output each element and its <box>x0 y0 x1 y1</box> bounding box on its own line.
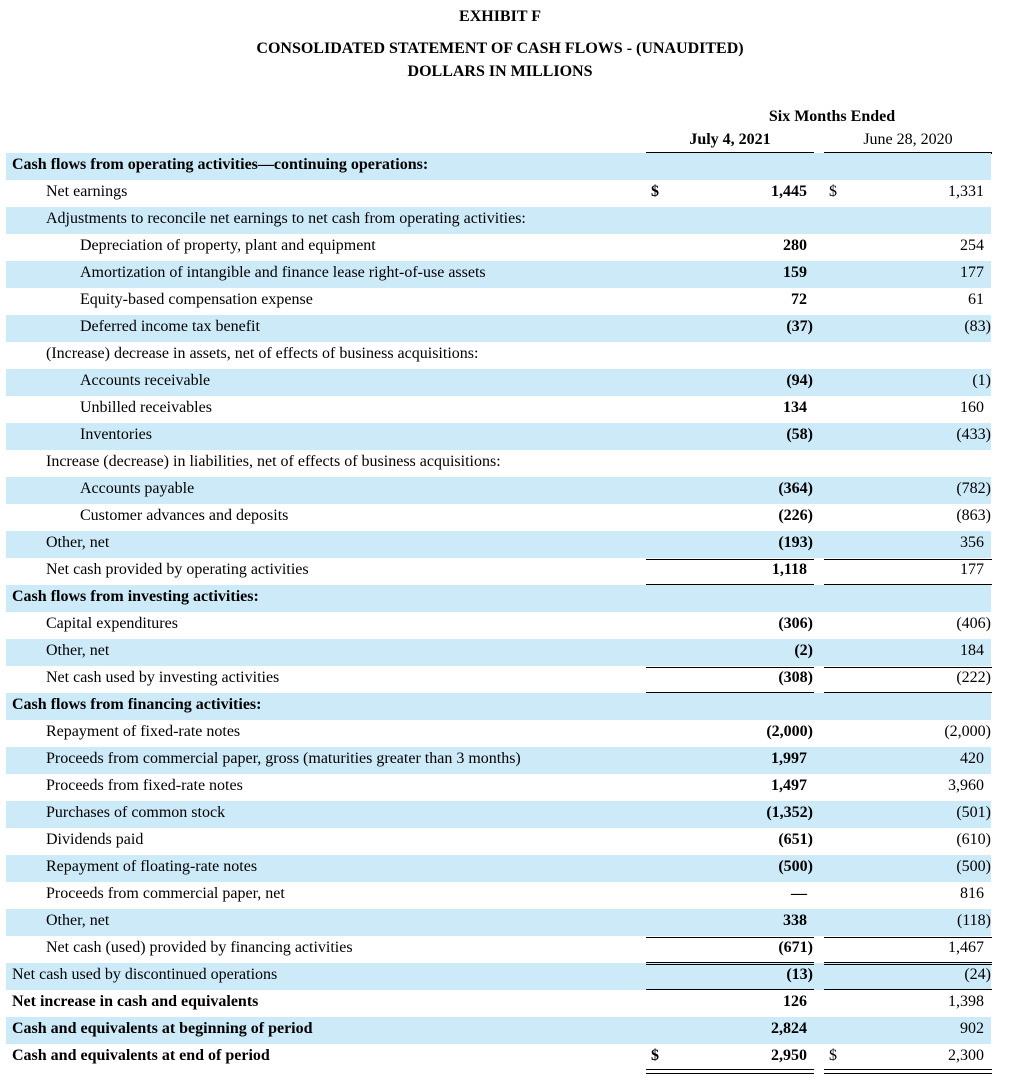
value-2021: (306) <box>778 615 813 632</box>
value-2020: 254 <box>960 237 984 254</box>
table-row <box>6 639 991 666</box>
row-label: Net earnings <box>46 183 128 200</box>
row-label: Net cash used by investing activities <box>46 669 280 686</box>
value-2020: 3,960 <box>948 777 984 794</box>
row-label: Customer advances and deposits <box>80 507 289 524</box>
value-2021: (13) <box>786 966 813 983</box>
value-2021: (671) <box>778 939 813 956</box>
table-row <box>6 504 991 531</box>
value-2021: 134 <box>783 399 807 416</box>
row-label: Cash and equivalents at beginning of period <box>12 1020 313 1037</box>
table-row <box>6 909 991 936</box>
table-row <box>6 882 991 909</box>
value-2021: 338 <box>783 912 807 929</box>
value-2020: 1,331 <box>948 183 984 200</box>
row-label: Accounts receivable <box>80 372 211 389</box>
value-2020: (2,000) <box>944 723 991 740</box>
period-header: Six Months Ended <box>768 108 896 125</box>
table-row <box>6 396 991 423</box>
table-row <box>6 963 991 990</box>
value-2021: (364) <box>778 480 813 497</box>
value-2020: (222) <box>956 669 991 686</box>
row-label: Adjustments to reconcile net earnings to net cash from operating activities: <box>46 210 526 227</box>
row-label: Net cash used by discontinued operations <box>12 966 278 983</box>
value-2020: 177 <box>960 264 984 281</box>
exhibit-label: EXHIBIT F <box>459 8 541 25</box>
value-2021: (1,352) <box>766 804 813 821</box>
table-row <box>6 369 991 396</box>
table-row <box>6 1017 991 1044</box>
value-2021: (193) <box>778 534 813 551</box>
row-label: Purchases of common stock <box>46 804 226 821</box>
table-row <box>6 612 991 639</box>
row-label: Capital expenditures <box>46 615 178 632</box>
table-row <box>6 774 991 801</box>
table-row <box>6 720 991 747</box>
column-header-2020: June 28, 2020 <box>863 131 953 148</box>
subtotal-rule-2020 <box>824 559 992 560</box>
row-label: Amortization of intangible and finance lease right-of-use assets <box>80 264 486 281</box>
value-2021: 1,118 <box>771 561 807 578</box>
statement-title: CONSOLIDATED STATEMENT OF CASH FLOWS - (UNAUDITED) <box>256 40 744 57</box>
value-2020: (610) <box>956 831 991 848</box>
row-label: Dividends paid <box>46 831 144 848</box>
table-row <box>6 315 991 342</box>
units-label: DOLLARS IN MILLIONS <box>407 63 593 80</box>
value-2020: 61 <box>968 291 984 308</box>
value-2021: 159 <box>783 264 807 281</box>
row-label: Depreciation of property, plant and equipment <box>80 237 376 254</box>
value-2021: 1,997 <box>771 750 807 767</box>
value-2021: (651) <box>778 831 813 848</box>
value-2020: (1) <box>972 372 991 389</box>
row-label: Inventories <box>80 426 152 443</box>
table-row <box>6 477 991 504</box>
row-label: Cash flows from operating activities—continuing operations: <box>12 156 429 173</box>
subtotal-rule-2020 <box>824 937 992 938</box>
value-2020: 902 <box>960 1020 984 1037</box>
value-2020: (24) <box>964 966 991 983</box>
table-row <box>6 801 991 828</box>
value-2021: (226) <box>778 507 813 524</box>
row-label: (Increase) decrease in assets, net of effects of business acquisitions: <box>46 345 479 362</box>
table-row <box>6 153 991 180</box>
subtotal-rule-2021 <box>646 964 814 965</box>
value-2021: (94) <box>786 372 813 389</box>
grand-total-double-rule-2020 <box>824 1069 992 1074</box>
row-label: Cash flows from financing activities: <box>12 696 262 713</box>
value-2020: (501) <box>956 804 991 821</box>
row-label: Increase (decrease) in liabilities, net of effects of business acquisitions: <box>46 453 501 470</box>
table-row <box>6 693 991 720</box>
value-2021: (500) <box>778 858 813 875</box>
value-2021: — <box>791 885 807 902</box>
value-2020: (782) <box>956 480 991 497</box>
row-label: Net cash provided by operating activities <box>46 561 309 578</box>
row-label: Proceeds from commercial paper, net <box>46 885 285 902</box>
row-label: Cash flows from investing activities: <box>12 588 259 605</box>
row-label: Other, net <box>46 534 110 551</box>
table-row <box>6 450 991 477</box>
row-label: Other, net <box>46 642 110 659</box>
row-label: Deferred income tax benefit <box>80 318 260 335</box>
currency-symbol-2020: $ <box>829 1047 837 1064</box>
value-2020: (118) <box>956 912 991 929</box>
column-header-2021: July 4, 2021 <box>689 131 771 148</box>
value-2021: (58) <box>786 426 813 443</box>
table-row <box>6 1044 991 1071</box>
table-row <box>6 531 991 558</box>
row-label: Net increase in cash and equivalents <box>12 993 259 1010</box>
subtotal-rule-2020 <box>824 667 992 668</box>
currency-symbol-2020: $ <box>829 183 837 200</box>
value-2021: 280 <box>783 237 807 254</box>
value-2020: 1,467 <box>948 939 984 956</box>
value-2021: (37) <box>786 318 813 335</box>
value-2021: 1,445 <box>771 183 807 200</box>
table-row <box>6 261 991 288</box>
row-label: Cash and equivalents at end of period <box>12 1047 270 1064</box>
value-2021: 72 <box>791 291 807 308</box>
value-2021: 126 <box>783 993 807 1010</box>
value-2020: 184 <box>960 642 984 659</box>
subtotal-rule-2021 <box>646 559 814 560</box>
subtotal-rule-2021 <box>646 667 814 668</box>
currency-symbol-2021: $ <box>651 1047 659 1064</box>
table-row <box>6 936 991 963</box>
value-2020: 420 <box>960 750 984 767</box>
value-2020: 816 <box>960 885 984 902</box>
table-row <box>6 288 991 315</box>
value-2020: (406) <box>956 615 991 632</box>
row-label: Equity-based compensation expense <box>80 291 313 308</box>
table-row <box>6 180 991 207</box>
row-label: Proceeds from fixed-rate notes <box>46 777 243 794</box>
value-2020: (500) <box>956 858 991 875</box>
value-2021: 1,497 <box>771 777 807 794</box>
row-label: Unbilled receivables <box>80 399 212 416</box>
table-row <box>6 666 991 693</box>
value-2021: (2) <box>794 642 813 659</box>
value-2020: 2,300 <box>948 1047 984 1064</box>
table-row <box>6 747 991 774</box>
table-row <box>6 585 991 612</box>
subtotal-rule-2021 <box>646 937 814 938</box>
grand-total-double-rule-2021 <box>646 1069 814 1074</box>
row-label: Other, net <box>46 912 110 929</box>
table-row <box>6 828 991 855</box>
table-row <box>6 558 991 585</box>
table-row <box>6 423 991 450</box>
value-2020: 356 <box>960 534 984 551</box>
value-2020: 177 <box>960 561 984 578</box>
value-2021: (308) <box>778 669 813 686</box>
row-label: Net cash (used) provided by financing activities <box>46 939 353 956</box>
table-row <box>6 855 991 882</box>
value-2021: 2,824 <box>771 1020 807 1037</box>
table-row <box>6 207 991 234</box>
value-2020: (83) <box>964 318 991 335</box>
row-label: Accounts payable <box>80 480 195 497</box>
value-2020: (433) <box>956 426 991 443</box>
row-label: Repayment of fixed-rate notes <box>46 723 241 740</box>
subtotal-rule-2020 <box>824 964 992 965</box>
value-2021: 2,950 <box>771 1047 807 1064</box>
value-2020: 160 <box>960 399 984 416</box>
table-row <box>6 234 991 261</box>
value-2020: (863) <box>956 507 991 524</box>
table-row <box>6 990 991 1017</box>
table-row <box>6 342 991 369</box>
currency-symbol-2021: $ <box>651 183 659 200</box>
value-2020: 1,398 <box>948 993 984 1010</box>
row-label: Repayment of floating-rate notes <box>46 858 258 875</box>
row-label: Proceeds from commercial paper, gross (maturities greater than 3 months) <box>46 750 521 767</box>
value-2021: (2,000) <box>766 723 813 740</box>
